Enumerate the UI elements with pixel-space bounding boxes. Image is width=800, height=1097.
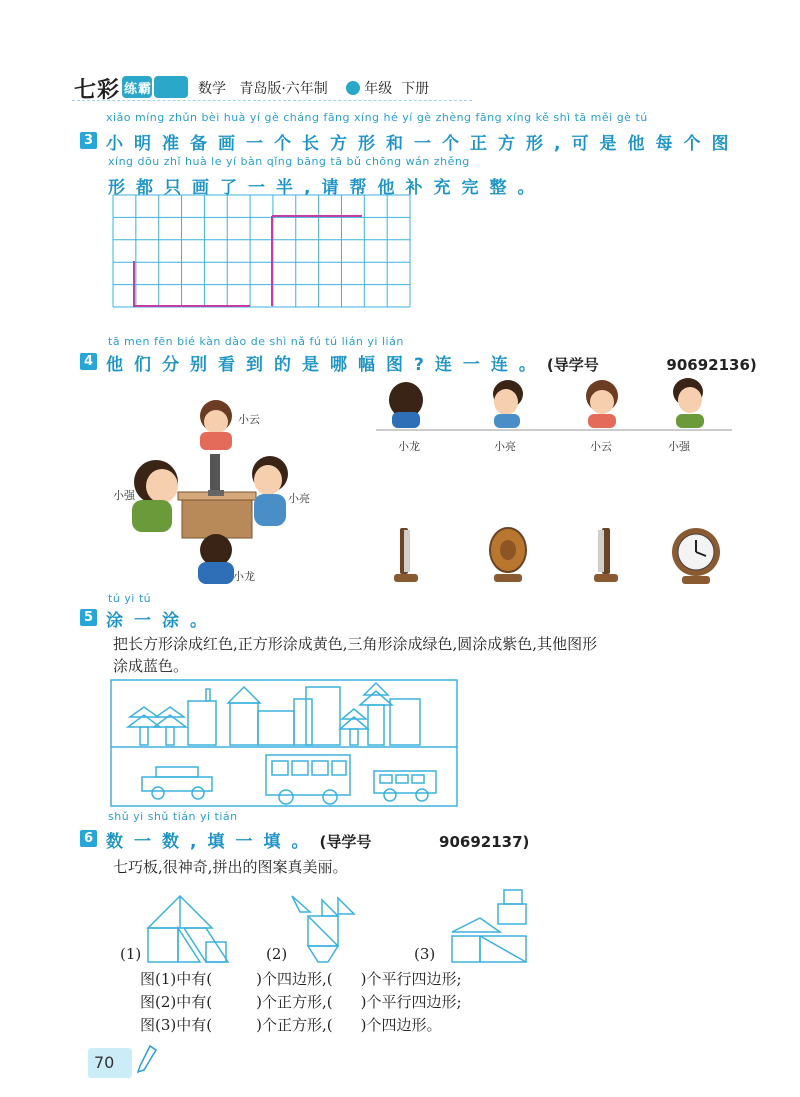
head-side-view[interactable] (493, 380, 523, 428)
grid-lines (113, 195, 410, 307)
q3-pinyin-line2: xíng dōu zhǐ huà le yí bàn qǐng bāng tā bǔ chōng wán zhěng (108, 155, 470, 168)
mirror-drawing (210, 454, 220, 494)
view-name-2: 小亮 (494, 440, 516, 453)
q5-number-badge: 5 (80, 609, 97, 626)
fill-line-2 (140, 991, 462, 1012)
girl-xiaoyun-figure (200, 400, 232, 450)
subject-label: 数学 (198, 81, 226, 97)
q6-reference-code: 90692137) (439, 833, 530, 851)
volume-label: 下册 (401, 81, 430, 97)
tangram-figure-2 (292, 896, 354, 962)
fill-line-2-part-a: 图(2)中有( (140, 993, 213, 1011)
pencil-icon (136, 1044, 158, 1074)
fill-line-3-part-b: )个正方形,( (256, 1016, 333, 1034)
fill-line-3 (140, 1014, 441, 1035)
coloring-picture[interactable] (110, 679, 460, 809)
q6-intro: 七巧板,很神奇,拼出的图案真美丽。 (113, 858, 348, 876)
view-name-1: 小龙 (398, 440, 420, 453)
q5-instruction-line2: 涂成蓝色。 (113, 657, 189, 675)
car-shape[interactable] (142, 767, 212, 799)
tree-shapes-right[interactable] (340, 709, 368, 745)
mirror-front-clock-image[interactable] (672, 528, 720, 584)
drawing-grid[interactable] (112, 194, 412, 336)
fig-label-2: (2) (266, 945, 288, 963)
fill-line-3-part-a: 图(3)中有( (140, 1016, 213, 1034)
building-shapes[interactable] (188, 683, 420, 745)
mirror-side-left-image[interactable] (394, 528, 418, 582)
head-girl-front-view[interactable] (586, 380, 618, 428)
q4-question-text: 他们分别看到的是哪幅图?连一连。(导学号 90692136) (106, 355, 757, 375)
q3-number-badge: 3 (80, 132, 97, 149)
page-number: 70 (94, 1053, 115, 1072)
mirror-views-row (380, 522, 732, 588)
edition-label: 青岛版·六年制 (239, 81, 328, 97)
boy-xiaolong-figure (198, 534, 234, 584)
mirror-side-right-image[interactable] (594, 528, 618, 582)
header-divider (72, 100, 472, 101)
tangram-figures (140, 888, 540, 964)
q4-reference-code: 90692136) (666, 356, 757, 374)
fill-line-1-part-a: 图(1)中有( (140, 970, 213, 988)
fill-line-1-part-c: )个平行四边形; (360, 970, 462, 988)
scene-illustration (118, 396, 310, 586)
fig-label-3: (3) (414, 945, 436, 963)
q4-pinyin: tā men fēn bié kàn dào de shì nǎ fú tú lián yi lián (108, 335, 404, 348)
scene-name-xiaolong: 小龙 (233, 570, 255, 583)
heads-row (376, 372, 732, 434)
tangram-figure-3 (452, 890, 526, 962)
view-name-4: 小强 (668, 440, 690, 453)
q6-question-text: 数一数,填一填。(导学号 90692137) (106, 832, 530, 852)
fill-line-1 (140, 968, 462, 989)
grade-label: 年级 (364, 81, 393, 97)
brand-logo (72, 70, 190, 104)
grade-badge (346, 81, 360, 95)
bus-shape[interactable] (266, 755, 350, 804)
brand-name: 七彩 练霸 (74, 78, 153, 103)
scene-name-xiaoqiang: 小强 (113, 489, 135, 502)
fill-line-2-part-c: )个平行四边形; (360, 993, 462, 1011)
fill-line-2-part-b: )个正方形,( (256, 993, 333, 1011)
head-back-view[interactable] (389, 382, 423, 428)
head-other-side-view[interactable] (673, 378, 704, 428)
q5-pinyin: tú yi tú (108, 592, 152, 605)
q3-question-line2: 形都只画了一半,请帮他补充完整。 (108, 178, 546, 198)
scene-name-xiaoyun: 小云 (238, 413, 260, 426)
q3-question-line1: 小明准备画一个长方形和一个正方形,可是他每个图 (106, 134, 740, 154)
table-drawing (182, 496, 252, 538)
tangram-figure-1 (148, 896, 228, 962)
fill-line-1-part-b: )个四边形,( (256, 970, 333, 988)
q3-pinyin-line1: xiǎo míng zhǔn bèi huà yí gè cháng fāng xíng hé yí gè zhèng fāng xíng kě shì tā měi gè tú (106, 111, 648, 124)
boy-xiaoliang-figure (252, 456, 288, 526)
van-shape[interactable] (374, 771, 436, 801)
q6-pinyin: shǔ yi shǔ tián yi tián (108, 810, 238, 823)
half-rectangle-edges (134, 261, 250, 306)
view-name-3: 小云 (590, 440, 612, 453)
tree-shapes-left[interactable] (128, 707, 186, 745)
book-header (198, 78, 429, 98)
q5-question-text: 涂一涂。 (106, 611, 218, 631)
mirror-back-image[interactable] (490, 528, 526, 582)
boy-xiaoqiang-figure (132, 460, 178, 532)
q4-number-badge: 4 (80, 353, 97, 370)
q6-reference-label: (导学号 (319, 833, 372, 851)
scene-name-xiaoliang: 小亮 (288, 492, 310, 505)
q5-instruction-line1: 把长方形涂成红色,正方形涂成黄色,三角形涂成绿色,圆涂成紫色,其他图形 (113, 635, 598, 653)
q4-reference-label: (导学号 (546, 356, 599, 374)
fig-label-1: (1) (120, 945, 142, 963)
q6-number-badge: 6 (80, 830, 97, 847)
fill-line-3-part-c: )个四边形。 (360, 1016, 442, 1034)
